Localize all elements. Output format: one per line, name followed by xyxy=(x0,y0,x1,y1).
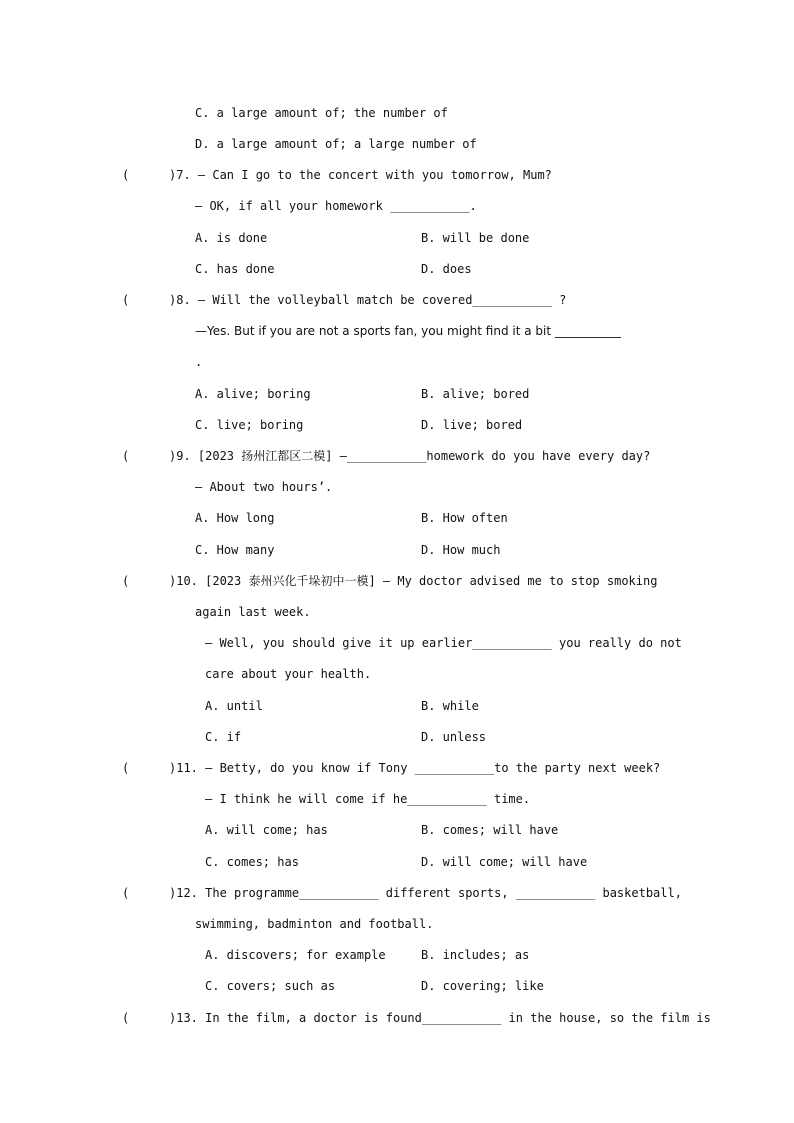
q10-option-c: C. if xyxy=(205,730,242,744)
q10-option-d: D. unless xyxy=(421,730,487,744)
q11-option-a: A. will come; has xyxy=(205,823,328,837)
q11-stem: )11. — Betty, do you know if Tony ___________to the party next week? xyxy=(169,761,661,775)
q9-answer-paren[interactable]: ( xyxy=(122,449,130,463)
q7-answer-paren[interactable]: ( xyxy=(122,168,130,182)
q12-stem-cont: swimming, badminton and football. xyxy=(195,917,434,931)
q7-option-c: C. has done xyxy=(195,262,275,276)
q8-option-b: B. alive; bored xyxy=(421,387,530,401)
q8-option-a: A. alive; boring xyxy=(195,387,311,401)
q13-stem: )13. In the film, a doctor is found___________ in the house, so the film is xyxy=(169,1011,711,1025)
q12-option-a: A. discovers; for example xyxy=(205,948,386,962)
q9-option-d: D. How much xyxy=(421,543,501,557)
q12-option-b: B. includes; as xyxy=(421,948,530,962)
q10-reply-cont: care about your health. xyxy=(205,667,372,681)
q8-option-d: D. live; bored xyxy=(421,418,523,432)
q8-option-c: C. live; boring xyxy=(195,418,304,432)
q10-option-a: A. until xyxy=(205,699,263,713)
q10-option-b: B. while xyxy=(421,699,479,713)
q13-answer-paren[interactable]: ( xyxy=(122,1011,130,1025)
q10-stem-cont: again last week. xyxy=(195,605,311,619)
q11-option-b: B. comes; will have xyxy=(421,823,559,837)
q11-option-c: C. comes; has xyxy=(205,855,299,869)
q12-answer-paren[interactable]: ( xyxy=(122,886,130,900)
q7-option-a: A. is done xyxy=(195,231,268,245)
q9-option-b: B. How often xyxy=(421,511,508,525)
q11-answer-paren[interactable]: ( xyxy=(122,761,130,775)
q9-option-a: A. How long xyxy=(195,511,275,525)
q12-stem: )12. The programme___________ different sports, ___________ basketball, xyxy=(169,886,682,900)
q12-option-d: D. covering; like xyxy=(421,979,544,993)
q9-stem: )9. [2023 扬州江都区二模] —___________homework do you have every day? xyxy=(169,449,651,463)
q11-reply: — I think he will come if he___________ time. xyxy=(205,792,531,806)
q7-option-d: D. does xyxy=(421,262,472,276)
q9-option-c: C. How many xyxy=(195,543,275,557)
q6-option-c: C. a large amount of; the number of xyxy=(195,106,448,120)
q7-stem: )7. — Can I go to the concert with you tomorrow, Mum? xyxy=(169,168,552,182)
q9-reply: — About two hours’. xyxy=(195,480,333,494)
q10-reply: — Well, you should give it up earlier___________ you really do not xyxy=(205,636,682,650)
q8-reply-end: . xyxy=(195,355,203,369)
q7-option-b: B. will be done xyxy=(421,231,530,245)
q8-stem: )8. — Will the volleyball match be covered___________ ? xyxy=(169,293,567,307)
q7-reply: — OK, if all your homework ___________. xyxy=(195,199,477,213)
q10-stem: )10. [2023 泰州兴化千垛初中一模] — My doctor advised me to stop smoking xyxy=(169,574,658,588)
q12-option-c: C. covers; such as xyxy=(205,979,336,993)
q10-answer-paren[interactable]: ( xyxy=(122,574,130,588)
q6-option-d: D. a large amount of; a large number of xyxy=(195,137,477,151)
q11-option-d: D. will come; will have xyxy=(421,855,588,869)
q8-answer-paren[interactable]: ( xyxy=(122,293,130,307)
q8-reply: —Yes. But if you are not a sports fan, you might find it a bit ___________ xyxy=(195,324,621,338)
